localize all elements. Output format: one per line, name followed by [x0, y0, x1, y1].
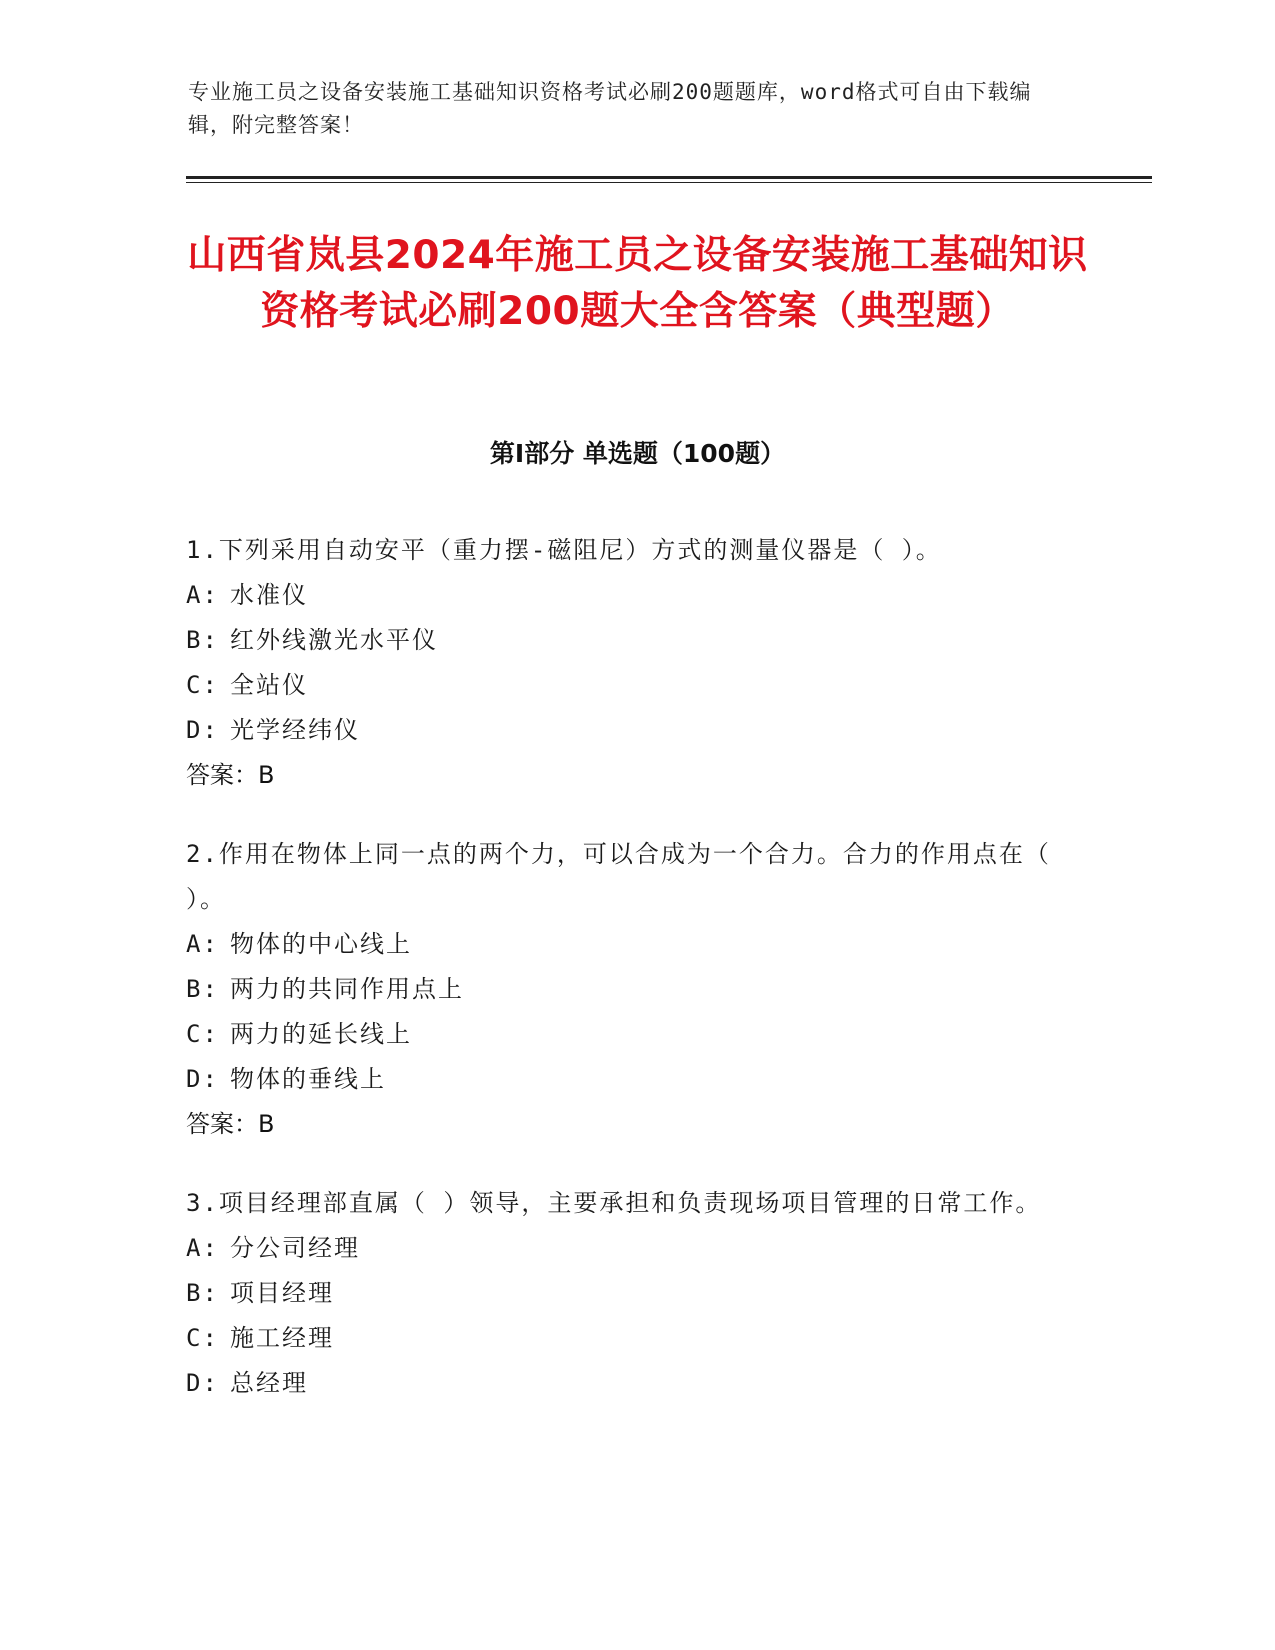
option-key: C:: [186, 1020, 219, 1048]
option-a: [186, 922, 1086, 967]
option-key: D:: [186, 1369, 219, 1397]
option-text: 施工经理: [230, 1324, 334, 1352]
option-a: [186, 573, 1086, 618]
option-b: [186, 967, 1086, 1012]
answer: 答案：B: [186, 761, 275, 789]
option-key: C:: [186, 1324, 219, 1352]
option-a: [186, 1226, 1086, 1271]
option-text: 红外线激光水平仪: [230, 626, 438, 654]
question-list: [186, 528, 1086, 1440]
option-text: 物体的垂线上: [230, 1065, 386, 1093]
header-divider-thin: [186, 182, 1152, 183]
option-b: [186, 618, 1086, 663]
option-key: D:: [186, 1065, 219, 1093]
header-divider-thick: [186, 176, 1152, 179]
option-c: [186, 1316, 1086, 1361]
header-note: 专业施工员之设备安装施工基础知识资格考试必刷200题题库，word格式可自由下载编辑，附完整答案！: [188, 80, 1032, 137]
document-title: 山西省岚县2024年施工员之设备安装施工基础知识资格考试必刷200题大全含答案（典型题）: [187, 233, 1088, 334]
option-key: A:: [186, 930, 219, 958]
option-text: 全站仪: [230, 671, 308, 699]
option-text: 总经理: [230, 1369, 308, 1397]
question-stem: 1.下列采用自动安平（重力摆-磁阻尼）方式的测量仪器是（ ）。: [186, 536, 942, 564]
question-stem: 3.项目经理部直属（ ）领导，主要承担和负责现场项目管理的日常工作。: [186, 1189, 1042, 1217]
option-text: 水准仪: [230, 581, 308, 609]
option-key: A:: [186, 1234, 219, 1262]
option-key: B:: [186, 1279, 219, 1307]
option-d: [186, 1361, 1086, 1406]
option-text: 两力的延长线上: [230, 1020, 412, 1048]
option-text: 项目经理: [230, 1279, 334, 1307]
answer: 答案：B: [186, 1110, 275, 1138]
option-key: D:: [186, 716, 219, 744]
section-heading: 第I部分 单选题（100题）: [489, 439, 786, 468]
option-d: [186, 708, 1086, 753]
option-c: [186, 663, 1086, 708]
question-stem: 2.作用在物体上同一点的两个力，可以合成为一个合力。合力的作用点在（ ）。: [186, 840, 1051, 913]
question-3: [186, 1181, 1086, 1406]
option-text: 分公司经理: [230, 1234, 360, 1262]
option-key: C:: [186, 671, 219, 699]
option-b: [186, 1271, 1086, 1316]
option-key: B:: [186, 975, 219, 1003]
question-1: [186, 528, 1086, 798]
option-d: [186, 1057, 1086, 1102]
question-2: [186, 832, 1086, 1147]
option-text: 光学经纬仪: [230, 716, 360, 744]
option-key: B:: [186, 626, 219, 654]
option-text: 两力的共同作用点上: [230, 975, 464, 1003]
option-text: 物体的中心线上: [230, 930, 412, 958]
option-c: [186, 1012, 1086, 1057]
option-key: A:: [186, 581, 219, 609]
